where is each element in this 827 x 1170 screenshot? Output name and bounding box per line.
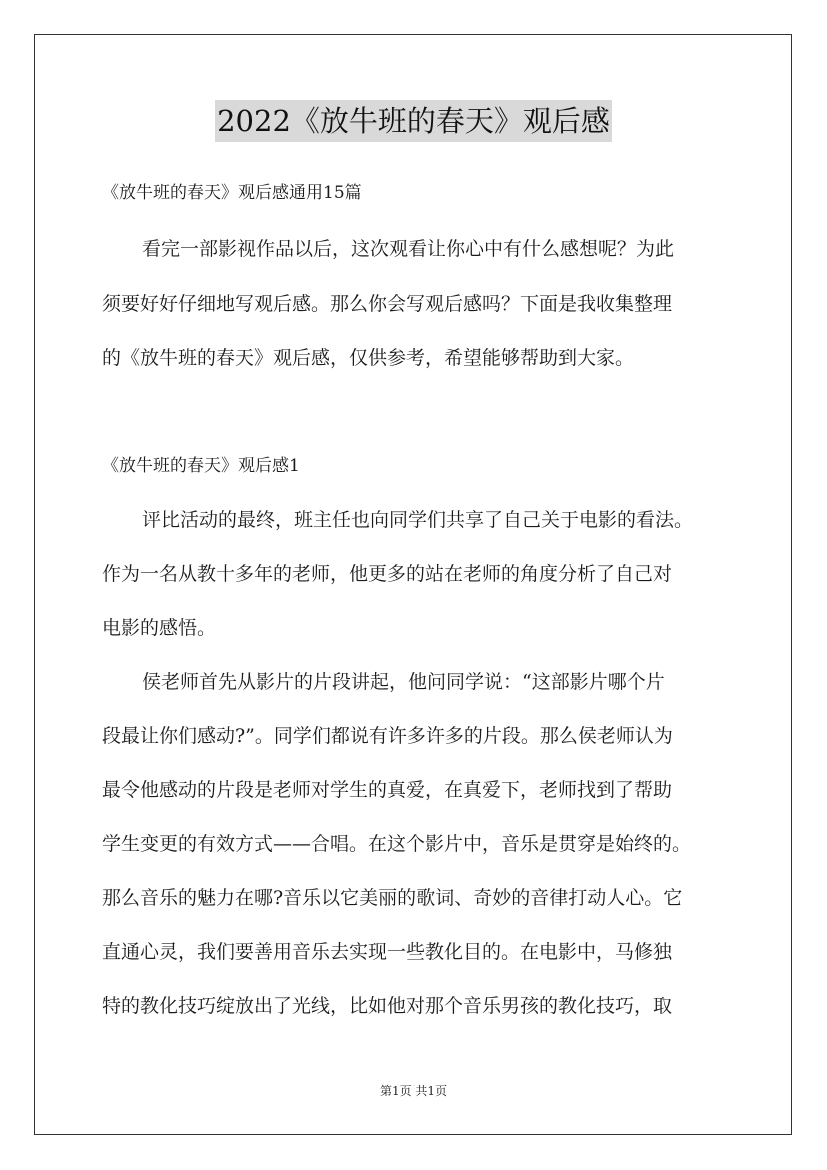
body-paragraph-line: 最令他感动的片段是老师对学生的真爱，在真爱下，老师找到了帮助 — [102, 779, 673, 801]
intro-paragraph-line: 须要好好仔细地写观后感。那么你会写观后感吗？下面是我收集整理 — [102, 293, 673, 315]
section-heading: 《放牛班的春天》观后感1 — [102, 456, 300, 476]
page-footer: 第1页 共1页 — [379, 1084, 448, 1098]
body-paragraph-line: 直通心灵，我们要善用音乐去实现一些教化目的。在电影中，马修独 — [102, 941, 673, 963]
document-title: 2022《放牛班的春天》观后感 — [215, 100, 612, 142]
body-paragraph-line: 评比活动的最终，班主任也向同学们共享了自己关于电影的看法。 — [142, 509, 694, 531]
body-paragraph-line: 侯老师首先从影片的片段讲起，他问同学说：“这部影片哪个片 — [142, 671, 665, 693]
intro-paragraph-line: 的《放牛班的春天》观后感，仅供参考，希望能够帮助到大家。 — [102, 347, 635, 369]
body-paragraph-line: 作为一名从教十多年的老师，他更多的站在老师的角度分析了自己对 — [102, 563, 673, 585]
body-paragraph-line: 特的教化技巧绽放出了光线，比如他对那个音乐男孩的教化技巧，取 — [102, 995, 673, 1017]
document-subtitle: 《放牛班的春天》观后感通用15篇 — [102, 183, 362, 203]
body-paragraph-line: 电影的感悟。 — [102, 617, 217, 639]
body-paragraph-line: 那么音乐的魅力在哪?音乐以它美丽的歌词、奇妙的音律打动人心。它 — [102, 887, 683, 909]
title-container — [0, 100, 827, 142]
body-paragraph-line: 学生变更的有效方式——合唱。在这个影片中，音乐是贯穿是始终的。 — [102, 833, 692, 855]
intro-paragraph-line: 看完一部影视作品以后，这次观看让你心中有什么感想呢？为此 — [142, 238, 675, 260]
body-paragraph-line: 段最让你们感动?”。同学们都说有许多许多的片段。那么侯老师认为 — [102, 725, 673, 747]
